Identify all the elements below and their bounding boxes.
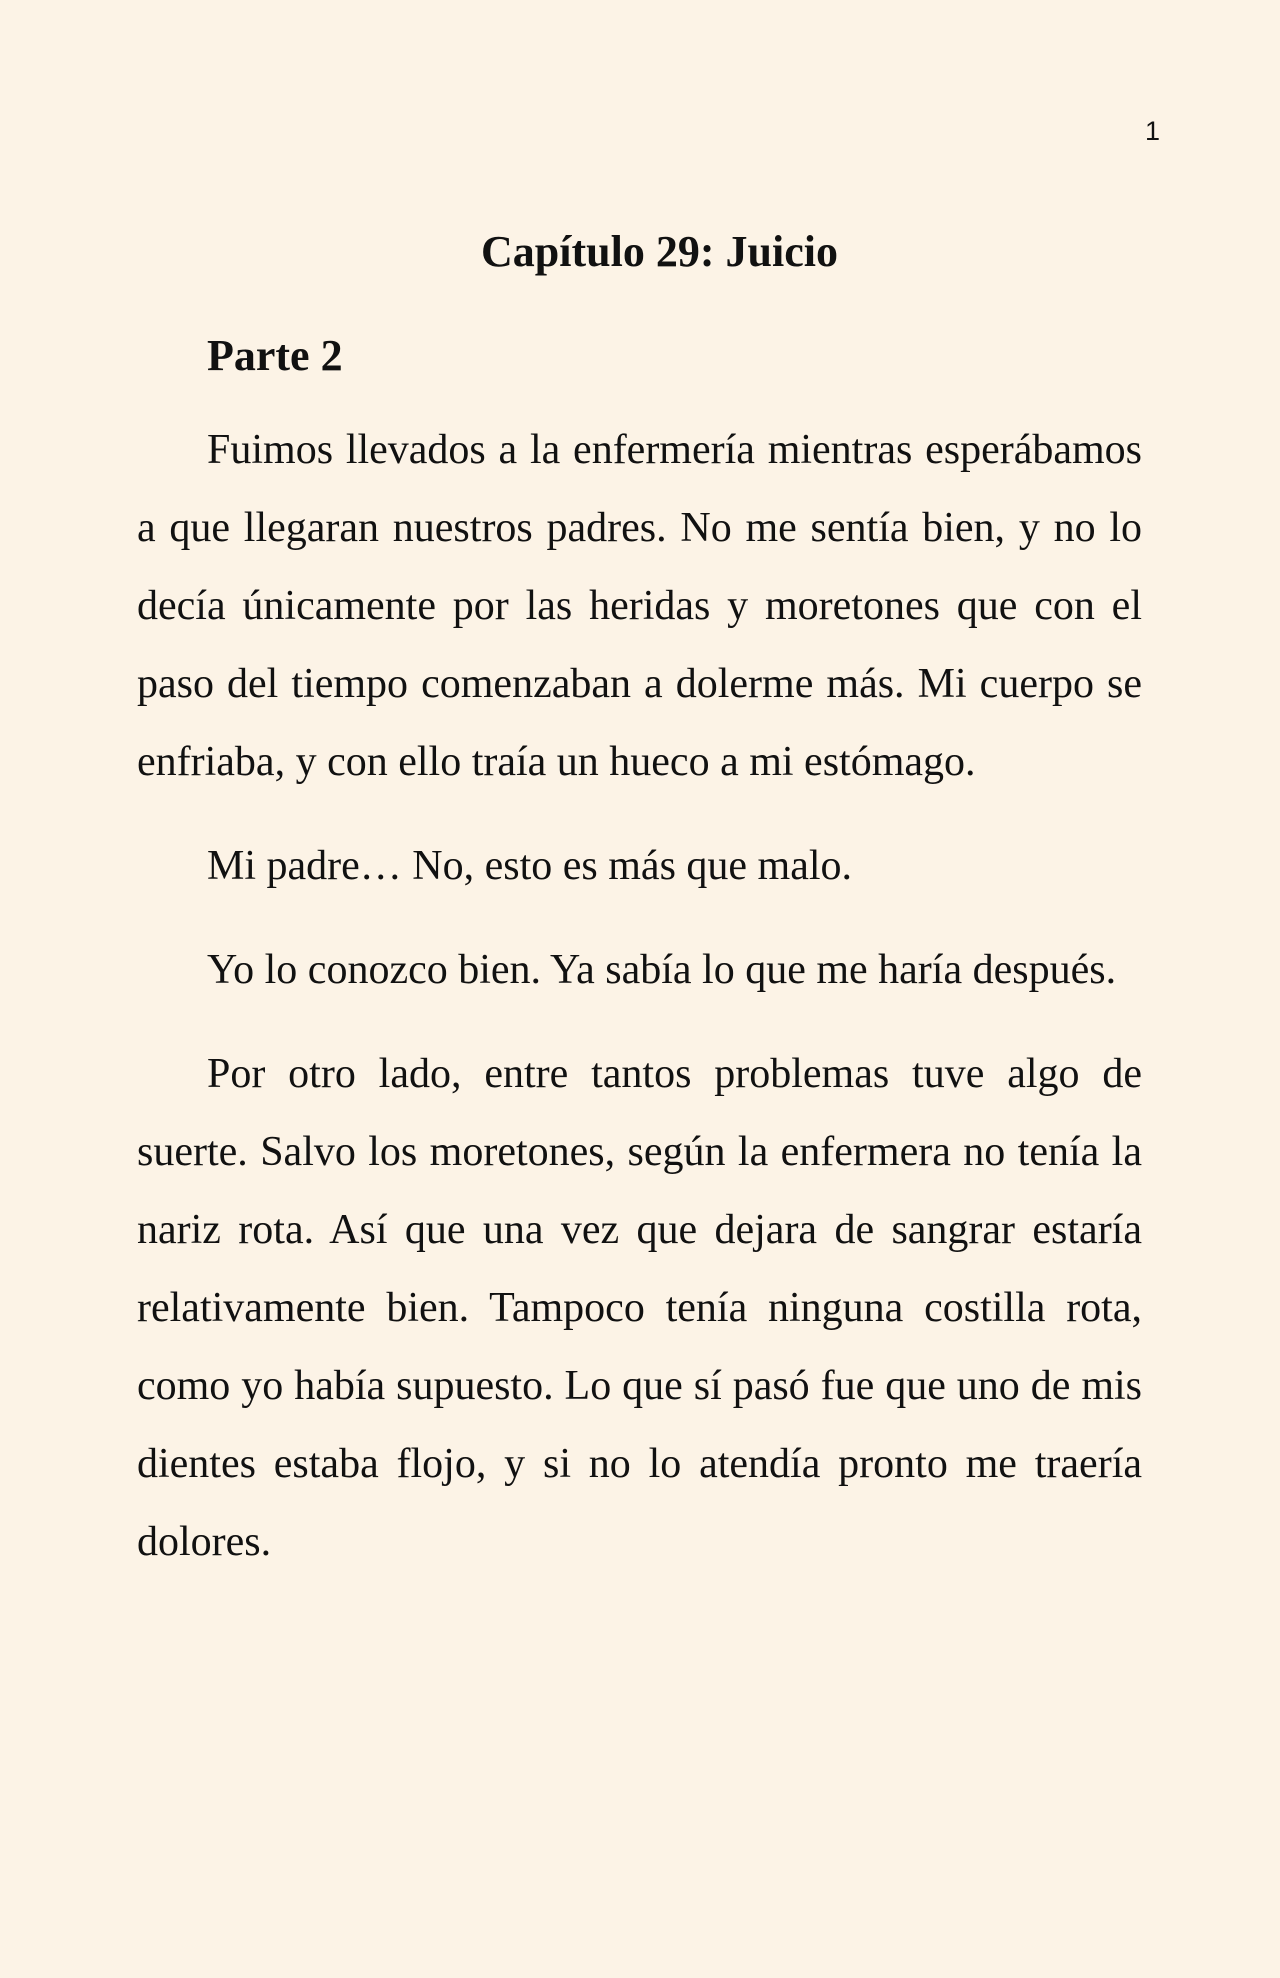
paragraph-1: Fuimos llevados a la enfermería mientras esperábamos a que llegaran nuestros padres. No me sentía bien, y no lo decía únicamente por las heridas y moretones que con el paso del tiempo comenzaban a dolerme más. Mi cuerpo se enfriaba, y con ello traía un hueco a mi estómago. bbox=[137, 427, 1142, 785]
page-number: 1 bbox=[1144, 116, 1160, 146]
paragraph-3: Yo lo conozco bien. Ya sabía lo que me haría después. bbox=[207, 947, 1117, 993]
chapter-title: Capítulo 29: Juicio bbox=[481, 227, 838, 276]
part-title: Parte 2 bbox=[207, 331, 343, 380]
page-content bbox=[137, 223, 1142, 1581]
paragraph-4: Por otro lado, entre tantos problemas tuve algo de suerte. Salvo los moretones, según la enfermera no tenía la nariz rota. Así que una vez que dejara de sangrar estaría relativamente bien. Tampoco tenía ninguna costilla rota, como yo había supuesto. Lo que sí pasó fue que uno de mis dientes estaba flojo, y si no lo atendía pronto me traería dolores. bbox=[137, 1051, 1142, 1565]
paragraph-2: Mi padre… No, esto es más que malo. bbox=[207, 843, 853, 889]
